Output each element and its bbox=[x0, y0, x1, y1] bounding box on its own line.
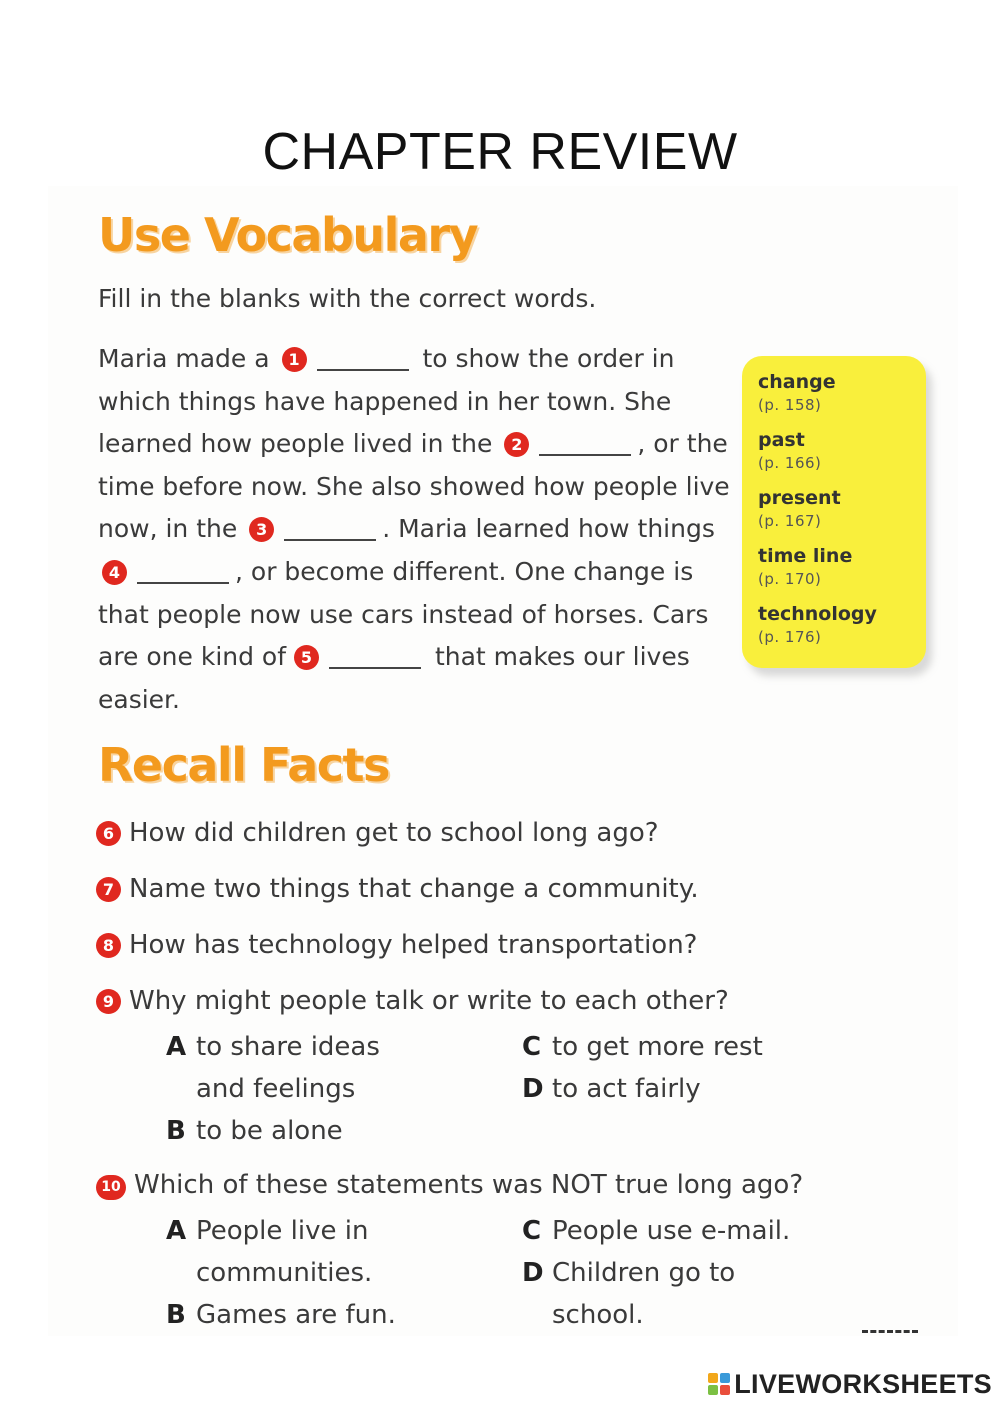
choice-letter: D bbox=[522, 1074, 544, 1104]
question-number: 6 bbox=[96, 821, 121, 846]
choice-text: to share ideas bbox=[196, 1032, 380, 1062]
choice-letter: C bbox=[522, 1216, 542, 1246]
word-term: present bbox=[758, 487, 841, 509]
question-text: How has technology helped transportation? bbox=[129, 930, 698, 960]
blank-2-input[interactable] bbox=[539, 429, 631, 456]
question-text: Name two things that change a community. bbox=[129, 874, 699, 904]
word-page-ref: (p. 158) bbox=[758, 396, 822, 414]
choice-text: school. bbox=[552, 1300, 644, 1330]
paragraph-text: that makes our lives easier. bbox=[98, 642, 690, 714]
word-term: past bbox=[758, 429, 805, 451]
choice-text: communities. bbox=[196, 1258, 373, 1288]
word-term: time line bbox=[758, 545, 853, 567]
word-bank-item bbox=[758, 544, 918, 602]
word-bank-item bbox=[758, 486, 918, 544]
choice-text: Children go to bbox=[552, 1258, 736, 1288]
question-6 bbox=[96, 818, 659, 848]
blank-4-input[interactable] bbox=[137, 557, 229, 584]
blank-5-input[interactable] bbox=[329, 642, 421, 669]
liveworksheets-logo-icon bbox=[708, 1373, 730, 1395]
question-number: 10 bbox=[96, 1175, 126, 1200]
logo-square bbox=[708, 1385, 718, 1395]
word-page-ref: (p. 167) bbox=[758, 512, 822, 530]
q9-choice-d[interactable] bbox=[522, 1068, 701, 1110]
blank-1-input[interactable] bbox=[317, 344, 409, 371]
q9-choice-c[interactable] bbox=[522, 1026, 763, 1068]
word-bank-item bbox=[758, 370, 918, 428]
paragraph-text: to show the order in which things have happened in her town. She learned how people lived in the bbox=[98, 344, 675, 459]
paragraph-text: , or become different. One change is that people now use cars instead of horses. Cars are one kind of bbox=[98, 556, 709, 672]
q10-choice-d[interactable] bbox=[522, 1252, 735, 1336]
q9-choice-a[interactable] bbox=[166, 1026, 380, 1110]
question-7 bbox=[96, 874, 699, 904]
question-number: 9 bbox=[96, 989, 121, 1014]
choice-letter: A bbox=[166, 1216, 187, 1246]
blank-number-4: 4 bbox=[102, 560, 127, 585]
question-number: 8 bbox=[96, 933, 121, 958]
blank-3-input[interactable] bbox=[284, 514, 376, 541]
paragraph-text: Maria made a bbox=[98, 344, 270, 373]
logo-square bbox=[720, 1373, 730, 1383]
choice-text: People use e-mail. bbox=[552, 1216, 791, 1246]
choice-text: to get more rest bbox=[552, 1032, 763, 1062]
choice-letter: A bbox=[166, 1032, 187, 1062]
recall-heading: Recall Facts bbox=[98, 738, 389, 792]
blank-number-5: 5 bbox=[294, 645, 319, 670]
question-10 bbox=[96, 1170, 803, 1200]
page-title: CHAPTER REVIEW bbox=[262, 123, 738, 181]
logo-square bbox=[708, 1373, 718, 1383]
word-bank bbox=[758, 370, 918, 660]
word-term: change bbox=[758, 371, 836, 393]
q10-choice-b[interactable] bbox=[166, 1294, 396, 1336]
word-page-ref: (p. 170) bbox=[758, 570, 822, 588]
question-text: How did children get to school long ago? bbox=[129, 818, 659, 848]
choice-text: and feelings bbox=[196, 1074, 356, 1104]
page-edge-mark bbox=[862, 1330, 918, 1338]
vocabulary-instruction: Fill in the blanks with the correct words. bbox=[98, 284, 597, 313]
liveworksheets-logo[interactable] bbox=[708, 1367, 992, 1401]
logo-square bbox=[720, 1385, 730, 1395]
q10-choice-c[interactable] bbox=[522, 1210, 790, 1252]
question-9 bbox=[96, 986, 729, 1016]
question-number: 7 bbox=[96, 877, 121, 902]
paragraph-text: . Maria learned how things bbox=[382, 514, 715, 544]
choice-letter: D bbox=[522, 1258, 544, 1288]
choice-letter: B bbox=[166, 1116, 186, 1146]
q10-choice-a[interactable] bbox=[166, 1210, 372, 1294]
question-text: Which of these statements was NOT true long ago? bbox=[134, 1170, 804, 1200]
blank-number-2: 2 bbox=[504, 432, 529, 457]
question-text: Why might people talk or write to each other? bbox=[129, 986, 729, 1016]
choice-text: to act fairly bbox=[552, 1074, 701, 1104]
choice-text: People live in bbox=[196, 1216, 369, 1246]
choice-letter: C bbox=[522, 1032, 542, 1062]
blank-number-1: 1 bbox=[282, 347, 307, 372]
word-page-ref: (p. 176) bbox=[758, 628, 822, 646]
word-term: technology bbox=[758, 603, 877, 625]
vocabulary-paragraph bbox=[98, 338, 738, 721]
vocabulary-heading: Use Vocabulary bbox=[98, 208, 478, 262]
choice-text: Games are fun. bbox=[196, 1300, 396, 1330]
word-bank-item bbox=[758, 428, 918, 486]
choice-text: to be alone bbox=[196, 1116, 343, 1146]
question-8 bbox=[96, 930, 697, 960]
choice-letter: B bbox=[166, 1300, 186, 1330]
q9-choice-b[interactable] bbox=[166, 1110, 343, 1152]
logo-text: LIVEWORKSHEETS bbox=[734, 1368, 992, 1399]
word-page-ref: (p. 166) bbox=[758, 454, 822, 472]
blank-number-3: 3 bbox=[249, 517, 274, 542]
paragraph-text: , or the time before now. She also showed how people live now, in the bbox=[98, 429, 730, 544]
word-bank-item bbox=[758, 602, 918, 660]
